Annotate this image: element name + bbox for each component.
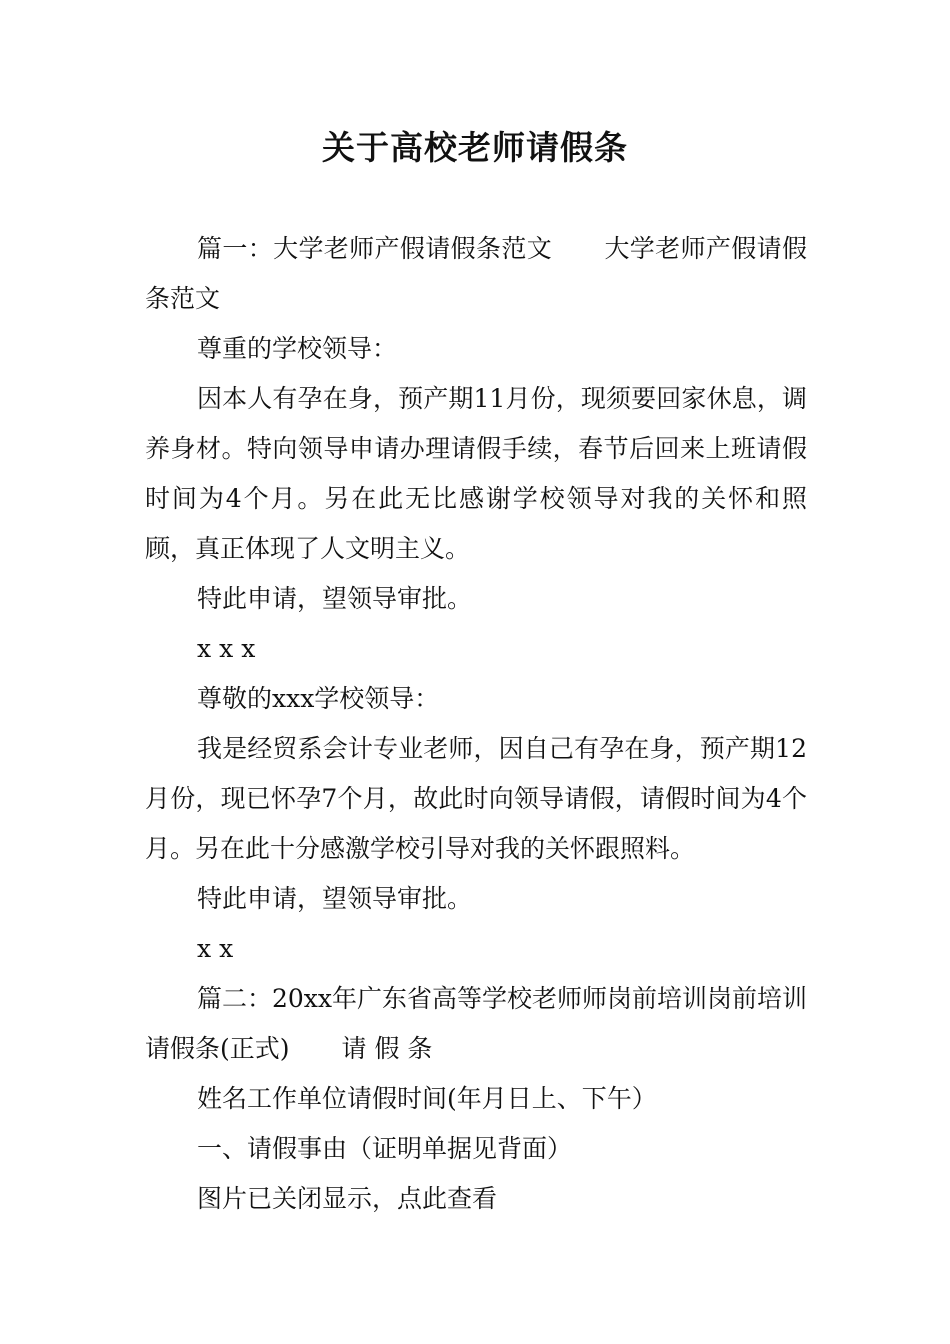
paragraph-leave-reason: 一、请假事由（证明单据见背面） <box>197 1134 573 1163</box>
paragraph-body-1: 因本人有孕在身，预产期11月份，现须要回家休息，调养身材。特向领导申请办理请假手续，春节后回来上班请假时间为4个月。另在此无比感谢学校领导对我的关怀和照顾，真正体现了人文明主义。 <box>145 384 807 563</box>
document-body <box>145 224 807 1224</box>
paragraph-salutation-2: 尊敬的xxx学校领导： <box>197 684 440 713</box>
paragraph-salutation-1: 尊重的学校领导： <box>197 334 398 363</box>
paragraph-signature-2: xx <box>197 934 242 963</box>
paragraph-closing-2: 特此申请，望领导审批。 <box>197 884 473 913</box>
section-two-label: 篇二：20xx年广东省高等学校老师师岗前培训岗前培训请假条(正式) <box>145 984 808 1063</box>
section-two-title: 请 假 条 <box>341 1034 433 1063</box>
paragraph-form-fields: 姓名工作单位请假时间(年月日上、下午） <box>197 1084 657 1113</box>
paragraph-section-two-heading <box>145 974 807 1074</box>
section-one-label: 篇一：大学老师产假请假条范文 <box>197 234 553 263</box>
paragraph-image-placeholder[interactable]: 图片已关闭显示，点此查看 <box>197 1184 498 1213</box>
document-title: 关于高校老师请假条 <box>322 128 628 167</box>
section-one-title: 大学老师产假请假条范文 <box>145 234 807 313</box>
paragraph-closing-1: 特此申请，望领导审批。 <box>197 584 473 613</box>
paragraph-body-2: 我是经贸系会计专业老师，因自己有孕在身，预产期12月份，现已怀孕7个月，故此时向领导请假，请假时间为4个月。另在此十分感激学校引导对我的关怀跟照料。 <box>145 734 807 863</box>
paragraph-section-one-heading <box>145 224 807 324</box>
paragraph-signature-1: xxx <box>197 634 264 663</box>
